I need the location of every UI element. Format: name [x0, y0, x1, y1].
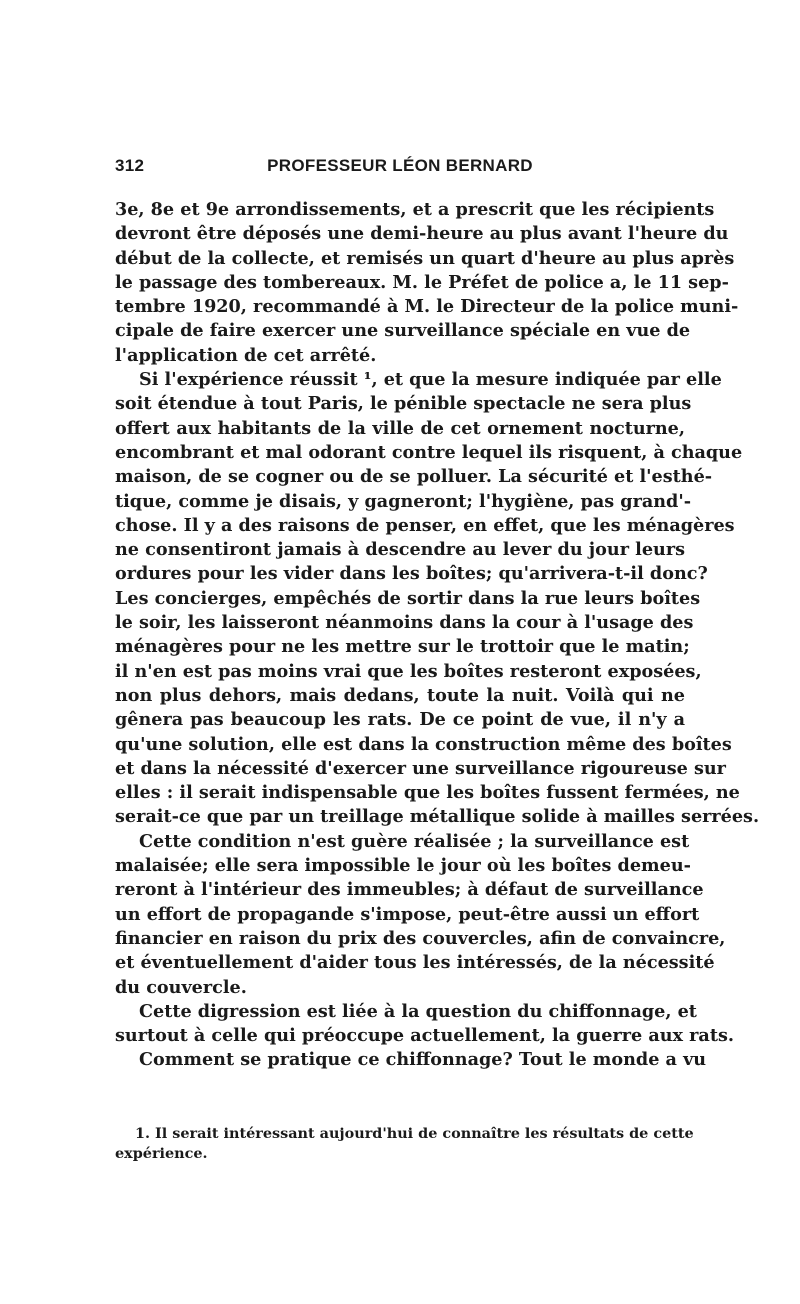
text-line: l'application de cet arrêté.: [115, 344, 377, 366]
text-line: gênera pas beaucoup les rats. De ce point de vue, il n'y a: [115, 709, 685, 731]
text-line: malaisée; elle sera impossible le jour où les boîtes demeu-: [115, 855, 691, 877]
text-line: le passage des tombereaux. M. le Préfet de police a, le 11 sep-: [115, 271, 729, 293]
text-line: serait-ce que par un treillage métallique solide à mailles serrées.: [115, 806, 760, 828]
text-line: surtout à celle qui préoccupe actuellement, la guerre aux rats.: [115, 1025, 734, 1047]
text-line: le soir, les laisseront néanmoins dans la cour à l'usage des: [115, 612, 694, 634]
running-head: [115, 156, 685, 186]
text-line: et éventuellement d'aider tous les intéressés, de la nécessité: [115, 952, 715, 974]
text-line: du couvercle.: [115, 976, 247, 998]
text-line: il n'en est pas moins vrai que les boîtes resteront exposées,: [115, 660, 702, 682]
text-line: début de la collecte, et remisés un quart d'heure au plus après: [115, 247, 735, 269]
footnote-line: expérience.: [115, 1145, 208, 1162]
footnote: [115, 1124, 694, 1164]
text-line: soit étendue à tout Paris, le pénible spectacle ne sera plus: [115, 393, 692, 415]
text-line: maison, de se cogner ou de se polluer. La sécurité et l'esthé-: [115, 466, 713, 488]
running-title: PROFESSEUR LÉON BERNARD: [267, 156, 533, 175]
text-line: offert aux habitants de la ville de cet ornement nocturne,: [115, 417, 685, 439]
text-line: cipale de faire exercer une surveillance spéciale en vue de: [115, 320, 691, 342]
text-line: ménagères pour ne les mettre sur le trottoir que le matin;: [115, 636, 690, 658]
text-line: 3e, 8e et 9e arrondissements, et a prescrit que les récipients: [115, 199, 715, 220]
text-line: devront être déposés une demi-heure au plus avant l'heure du: [115, 223, 729, 245]
text-line: tembre 1920, recommandé à M. le Directeur de la police muni-: [115, 296, 739, 318]
footnote-line: 1. Il serait intéressant aujourd'hui de connaître les résultats de cette: [135, 1125, 694, 1142]
paragraph-start-line: Si l'expérience réussit ¹, et que la mesure indiquée par elle: [139, 369, 722, 391]
text-line: un effort de propagande s'impose, peut-être aussi un effort: [115, 903, 700, 925]
text-line: encombrant et mal odorant contre lequel ils risquent, à chaque: [115, 441, 743, 463]
text-line: reront à l'intérieur des immeubles; à défaut de surveillance: [115, 879, 704, 901]
text-line: ordures pour les vider dans les boîtes; qu'arrivera-t-il donc?: [115, 563, 708, 585]
paragraph-start-line: Cette condition n'est guère réalisée ; la surveillance est: [139, 830, 690, 852]
paragraph-start-line: Comment se pratique ce chiffonnage? Tout le monde a vu: [139, 1049, 707, 1071]
text-line: elles : il serait indispensable que les boîtes fussent fermées, ne: [115, 782, 740, 804]
paragraph-start-line: Cette digression est liée à la question du chiffonnage, et: [139, 1000, 697, 1022]
page-number: 312: [115, 156, 145, 175]
body-text: [115, 198, 760, 1073]
text-line: et dans la nécessité d'exercer une surveillance rigoureuse sur: [115, 757, 726, 779]
text-line: ne consentiront jamais à descendre au lever du jour leurs: [115, 539, 685, 561]
text-line: chose. Il y a des raisons de penser, en effet, que les ménagères: [115, 514, 735, 536]
text-line: qu'une solution, elle est dans la construction même des boîtes: [115, 733, 732, 755]
text-line: financier en raison du prix des couvercles, afin de convaincre,: [115, 927, 726, 949]
text-line: non plus dehors, mais dedans, toute la nuit. Voilà qui ne: [115, 684, 685, 706]
text-line: Les concierges, empêchés de sortir dans la rue leurs boîtes: [115, 587, 701, 609]
text-line: tique, comme je disais, y gagneront; l'hygiène, pas grand'-: [115, 490, 692, 512]
